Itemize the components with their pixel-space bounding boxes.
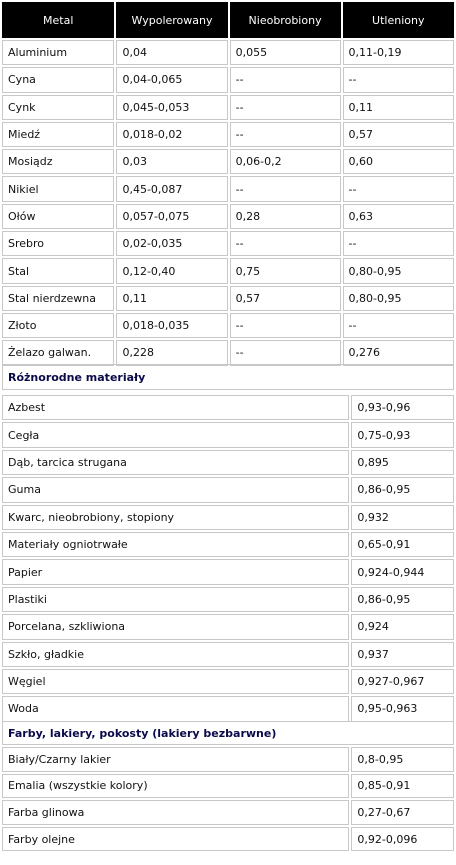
table-cell: 0,932 xyxy=(351,505,454,530)
table-row xyxy=(2,286,454,311)
table-cell: 0,8-0,95 xyxy=(351,747,454,772)
table-row xyxy=(2,204,454,229)
table-row xyxy=(2,95,454,120)
table-cell: Porcelana, szkliwiona xyxy=(2,614,349,639)
section-misc-materials: Różnorodne materiały xyxy=(2,364,454,390)
table-cell: 0,45-0,087 xyxy=(116,176,227,201)
table-cell: Żelazo galwan. xyxy=(2,340,114,365)
table-cell: -- xyxy=(230,313,341,338)
table-cell: 0,927-0,967 xyxy=(351,669,454,694)
table-cell: -- xyxy=(343,176,454,201)
paints-table xyxy=(0,745,456,853)
table-cell: 0,57 xyxy=(343,122,454,147)
table-row xyxy=(2,800,454,825)
table-row xyxy=(2,587,454,612)
table-cell: Srebro xyxy=(2,231,114,256)
table-cell: Stal xyxy=(2,258,114,283)
table-cell: 0,937 xyxy=(351,642,454,667)
table-cell: Dąb, tarcica strugana xyxy=(2,450,349,475)
table-cell: Farby olejne xyxy=(2,827,349,852)
table-cell: -- xyxy=(343,67,454,92)
table-cell: 0,63 xyxy=(343,204,454,229)
table-row xyxy=(2,40,454,65)
table-cell: Stal nierdzewna xyxy=(2,286,114,311)
table-cell: 0,80-0,95 xyxy=(343,286,454,311)
table-row xyxy=(2,258,454,283)
table-row xyxy=(2,505,454,530)
table-cell: 0,02-0,035 xyxy=(116,231,227,256)
table-cell: Materiały ogniotrwałe xyxy=(2,532,349,557)
table-cell: Aluminium xyxy=(2,40,114,65)
table-cell: 0,65-0,91 xyxy=(351,532,454,557)
table-cell: 0,03 xyxy=(116,149,227,174)
table-cell: -- xyxy=(343,231,454,256)
table-cell: 0,28 xyxy=(230,204,341,229)
misc-materials-table xyxy=(0,393,456,724)
table-cell: 0,924-0,944 xyxy=(351,559,454,584)
table-cell: 0,92-0,096 xyxy=(351,827,454,852)
metals-header-row xyxy=(2,2,454,38)
table-cell: Azbest xyxy=(2,395,349,420)
table-cell: 0,80-0,95 xyxy=(343,258,454,283)
table-cell: 0,04 xyxy=(116,40,227,65)
table-cell: 0,11 xyxy=(343,95,454,120)
table-cell: Papier xyxy=(2,559,349,584)
table-cell: 0,12-0,40 xyxy=(116,258,227,283)
table-cell: Cynk xyxy=(2,95,114,120)
table-row xyxy=(2,669,454,694)
table-cell: 0,06-0,2 xyxy=(230,149,341,174)
table-cell: 0,895 xyxy=(351,450,454,475)
table-cell: Kwarc, nieobrobiony, stopiony xyxy=(2,505,349,530)
table-cell: -- xyxy=(230,67,341,92)
table-cell: -- xyxy=(230,231,341,256)
table-cell: -- xyxy=(230,95,341,120)
table-cell: 0,018-0,02 xyxy=(116,122,227,147)
table-row xyxy=(2,67,454,92)
metals-table xyxy=(0,0,456,368)
table-cell: Złoto xyxy=(2,313,114,338)
table-cell: 0,86-0,95 xyxy=(351,587,454,612)
table-row xyxy=(2,747,454,772)
table-row xyxy=(2,340,454,365)
section-paints: Farby, lakiery, pokosty (lakiery bezbarwne) xyxy=(2,721,454,745)
table-row xyxy=(2,696,454,721)
table-row xyxy=(2,614,454,639)
table-cell: 0,057-0,075 xyxy=(116,204,227,229)
table-cell: 0,85-0,91 xyxy=(351,774,454,799)
table-row xyxy=(2,827,454,852)
table-cell: Cyna xyxy=(2,67,114,92)
table-cell: Węgiel xyxy=(2,669,349,694)
table-cell: Cegła xyxy=(2,422,349,447)
table-cell: -- xyxy=(230,176,341,201)
table-row xyxy=(2,559,454,584)
table-cell: -- xyxy=(343,313,454,338)
table-cell: 0,924 xyxy=(351,614,454,639)
header-metal: Metal xyxy=(2,2,114,38)
table-cell: 0,11 xyxy=(116,286,227,311)
table-cell: Ołów xyxy=(2,204,114,229)
table-cell: Mosiądz xyxy=(2,149,114,174)
table-row xyxy=(2,532,454,557)
table-cell: 0,75-0,93 xyxy=(351,422,454,447)
header-oxidized: Utleniony xyxy=(343,2,454,38)
table-cell: Szkło, gładkie xyxy=(2,642,349,667)
table-cell: 0,04-0,065 xyxy=(116,67,227,92)
table-cell: Miedź xyxy=(2,122,114,147)
table-row xyxy=(2,231,454,256)
table-cell: Biały/Czarny lakier xyxy=(2,747,349,772)
table-cell: 0,055 xyxy=(230,40,341,65)
table-cell: 0,11-0,19 xyxy=(343,40,454,65)
table-cell: 0,228 xyxy=(116,340,227,365)
table-cell: 0,93-0,96 xyxy=(351,395,454,420)
table-row xyxy=(2,642,454,667)
table-row xyxy=(2,395,454,420)
header-raw: Nieobrobiony xyxy=(230,2,341,38)
table-cell: 0,045-0,053 xyxy=(116,95,227,120)
table-row xyxy=(2,122,454,147)
table-cell: 0,57 xyxy=(230,286,341,311)
table-cell: 0,018-0,035 xyxy=(116,313,227,338)
table-cell: 0,276 xyxy=(343,340,454,365)
table-cell: 0,75 xyxy=(230,258,341,283)
table-row xyxy=(2,477,454,502)
table-cell: 0,27-0,67 xyxy=(351,800,454,825)
table-cell: Nikiel xyxy=(2,176,114,201)
header-polished: Wypolerowany xyxy=(116,2,227,38)
table-row xyxy=(2,774,454,799)
table-cell: Plastiki xyxy=(2,587,349,612)
table-row xyxy=(2,149,454,174)
table-cell: Woda xyxy=(2,696,349,721)
table-row xyxy=(2,313,454,338)
table-cell: -- xyxy=(230,122,341,147)
table-cell: Guma xyxy=(2,477,349,502)
table-cell: Emalia (wszystkie kolory) xyxy=(2,774,349,799)
table-row xyxy=(2,450,454,475)
table-cell: -- xyxy=(230,340,341,365)
table-row xyxy=(2,176,454,201)
table-cell: Farba glinowa xyxy=(2,800,349,825)
table-cell: 0,86-0,95 xyxy=(351,477,454,502)
table-cell: 0,95-0,963 xyxy=(351,696,454,721)
table-row xyxy=(2,422,454,447)
table-cell: 0,60 xyxy=(343,149,454,174)
